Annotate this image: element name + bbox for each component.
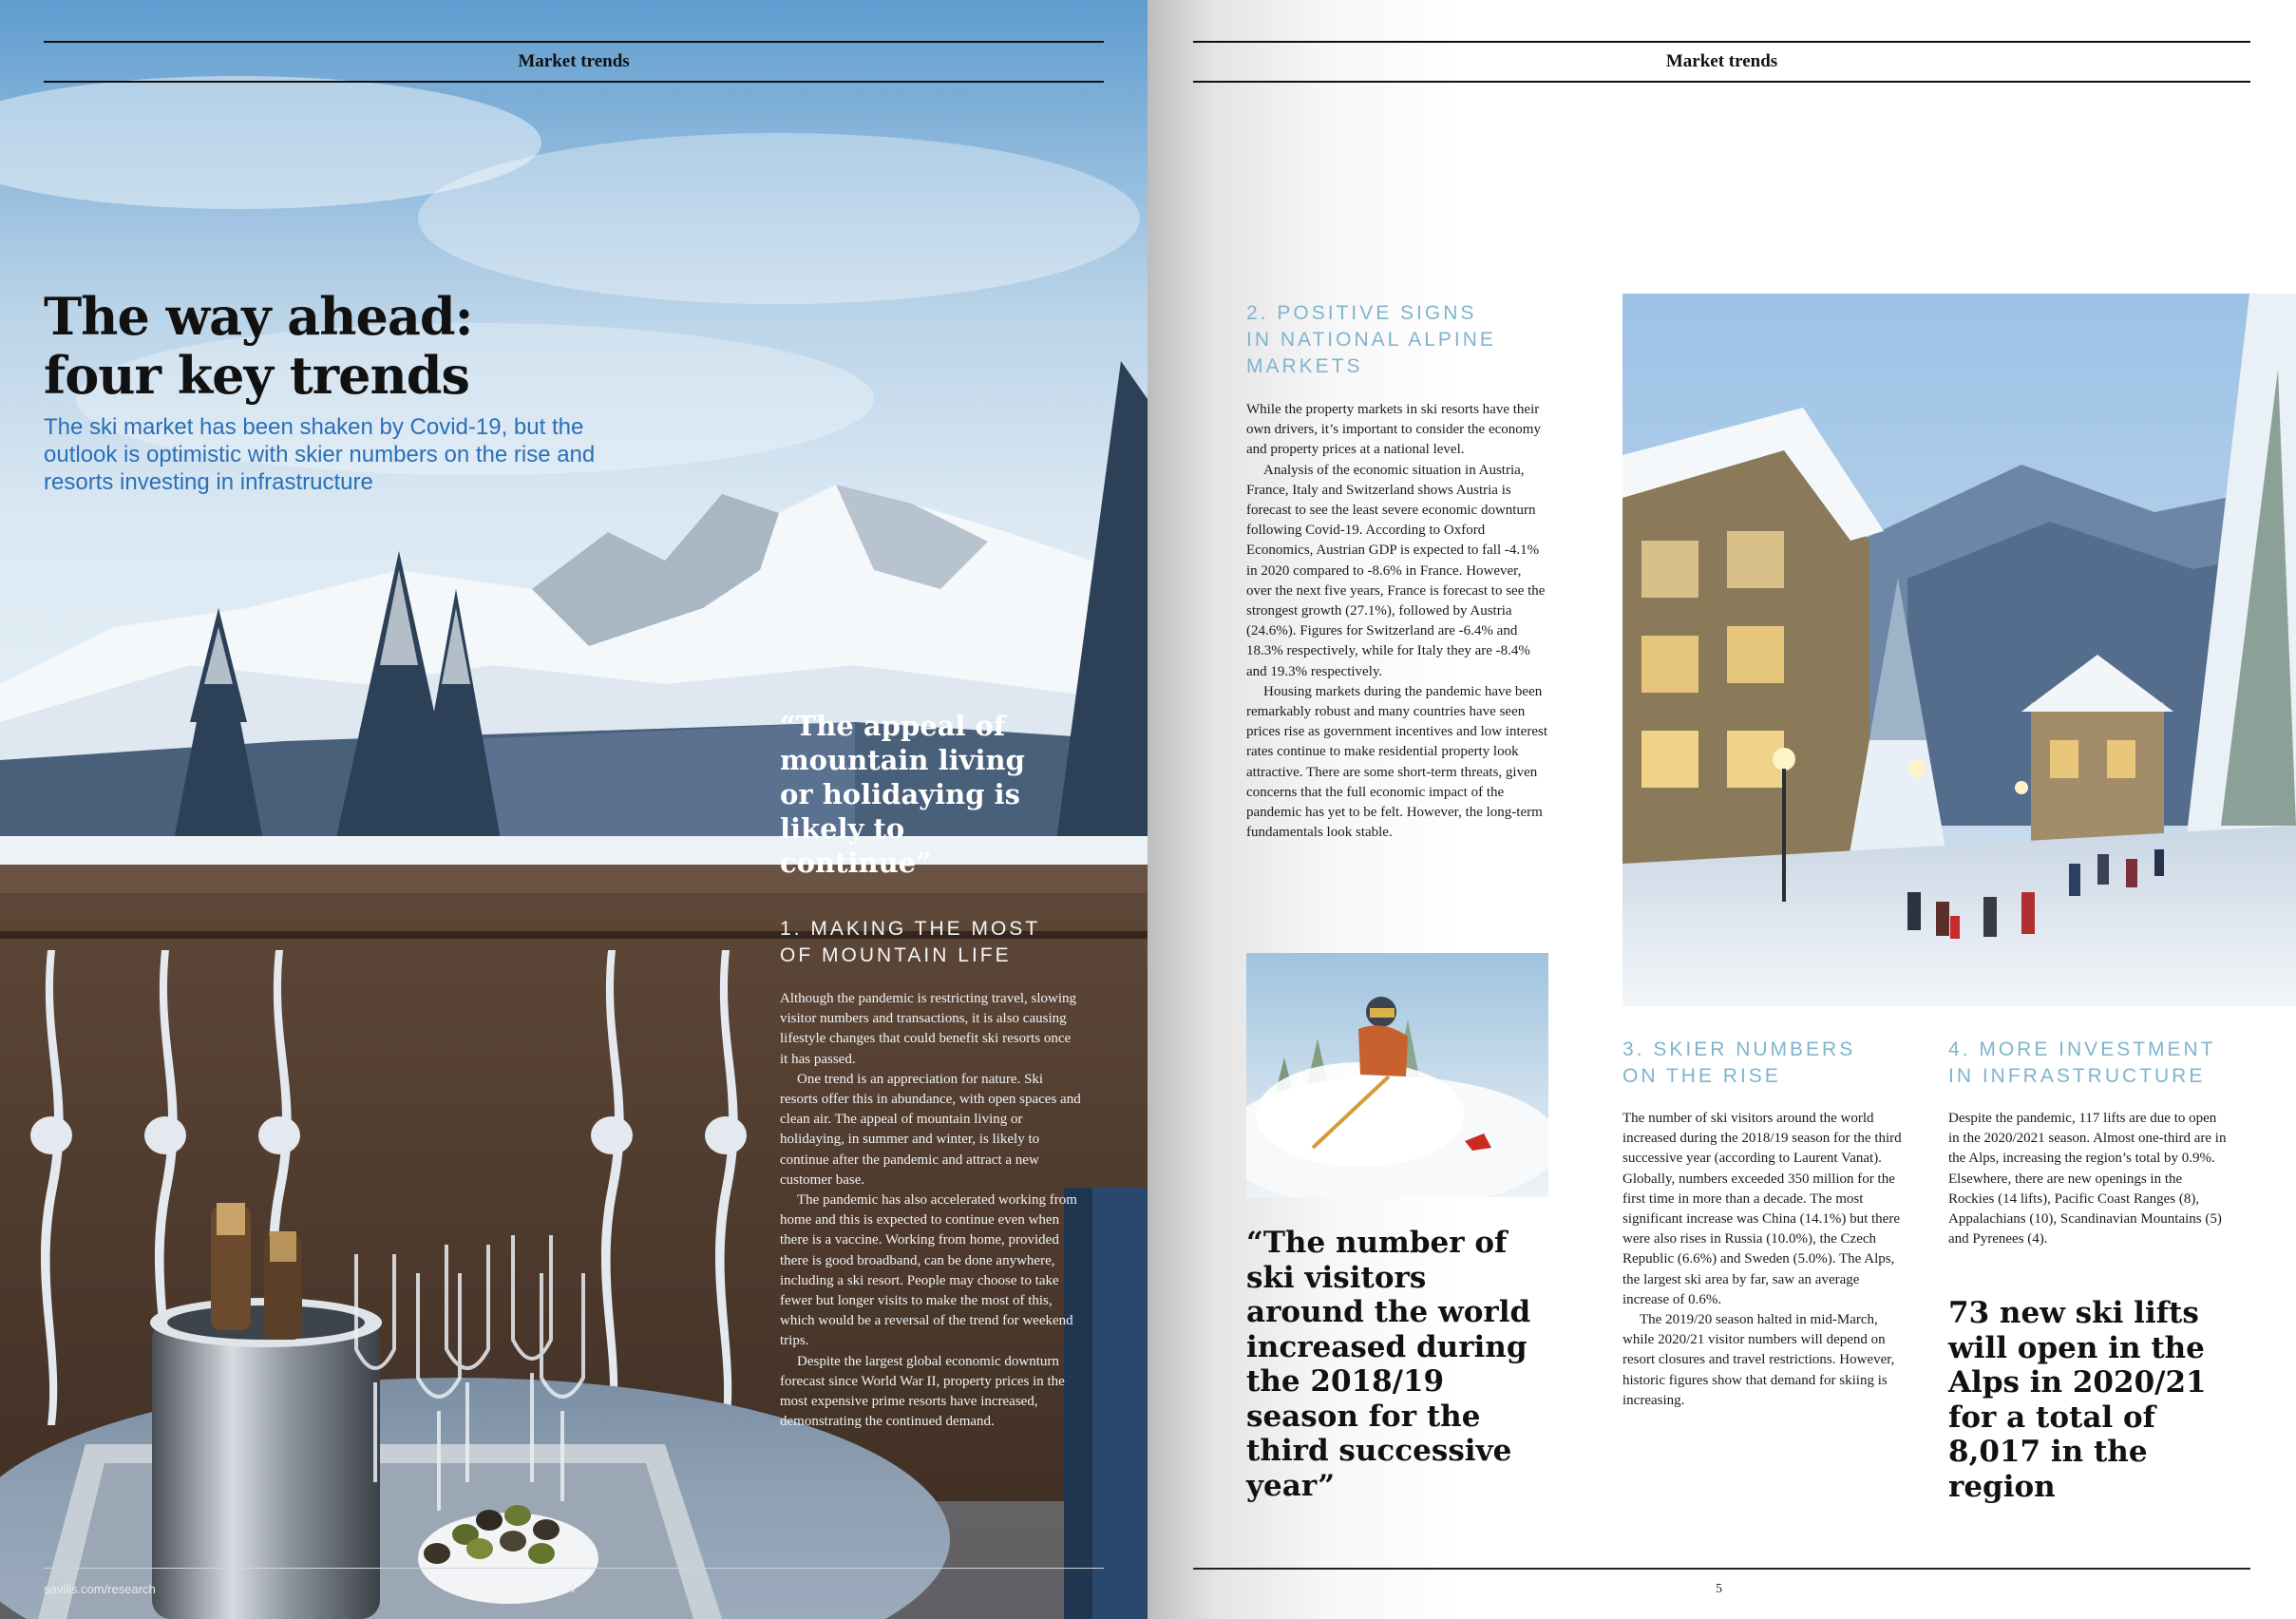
page-headline xyxy=(44,287,899,405)
headline-line-1: The way ahead: xyxy=(44,286,473,347)
headline-line-2: four key trends xyxy=(44,345,469,406)
section-2-paragraph: While the property markets in ski resorts have their own drivers, it’s important to consider the economy and property prices at a national level. xyxy=(1246,402,1541,458)
section-3-heading-line-2: ON THE RISE xyxy=(1622,1065,1781,1087)
standfirst: The ski market has been shaken by Covid-19, but the outlook is optimistic with skier numbers on the rise and resorts investing in infrastructure xyxy=(44,414,596,495)
skier-photo xyxy=(1246,953,1548,1197)
page-number-right: 5 xyxy=(1716,1582,1722,1596)
section-4-body xyxy=(1948,1109,2229,1249)
section-3-heading xyxy=(1622,1037,1926,1090)
section-4-heading xyxy=(1948,1037,2271,1090)
section-2-body xyxy=(1246,400,1548,843)
section-1-paragraph: One trend is an appreciation for nature. Ski resorts offer this in abundance, with open spaces and clean air. The appeal of mountain living or holidaying, in summer and winter, is likely to continue after the pandemic and attract a new customer base. xyxy=(780,1071,1081,1188)
section-1-paragraph: Despite the largest global economic downturn forecast since World War II, property prices in the most expensive prime resorts have increased, demonstrating the continued demand. xyxy=(780,1353,1065,1430)
section-2-heading-line-1: 2. POSITIVE SIGNS xyxy=(1246,302,1477,324)
section-2-heading-line-3: MARKETS xyxy=(1246,355,1363,377)
section-1-paragraph: Although the pandemic is restricting travel, slowing visitor numbers and transactions, it is also causing lifestyle changes that could benefit ski resorts once it has passed. xyxy=(780,991,1077,1067)
section-3-paragraph: The 2019/20 season halted in mid-March, while 2020/21 visitor numbers will depend on resort closures and travel restrictions. However, historic figures show that demand for skiing is increasing. xyxy=(1622,1312,1895,1408)
running-head: Market trends xyxy=(44,41,1104,83)
right-page xyxy=(1148,0,2296,1619)
section-1-body xyxy=(780,989,1082,1432)
section-1-heading xyxy=(780,916,1122,969)
section-2-heading-line-2: IN NATIONAL ALPINE xyxy=(1246,329,1496,351)
footer-rule-right xyxy=(1193,1568,2250,1570)
section-4-paragraph: Despite the pandemic, 117 lifts are due to open in the 2020/2021 season. Almost one-third are in the Alps, increasing the region’s total by 0.9%. Elsewhere, there are new openings in the Rockies (14 lifts), Pacific Coast Ranges (8), Appalachians (10), Scandinavian Mountains (5) and Pyrenees (4). xyxy=(1948,1111,2227,1248)
footer-url[interactable]: savills.com/research xyxy=(44,1582,156,1596)
running-head: Market trends xyxy=(1193,41,2250,83)
page-number-left: 4 xyxy=(568,1582,575,1596)
footer-rule-left xyxy=(44,1568,1104,1569)
section-3-body xyxy=(1622,1109,1907,1411)
pull-quote-left: “The appeal of mountain living or holidaying is likely to continue” xyxy=(780,710,1025,879)
section-2-paragraph: Analysis of the economic situation in Austria, France, Italy and Switzerland shows Austria is forecast to see the least severe economic downturn following Covid-19. According to Oxford Economics, Austrian GDP is expected to fall -4.1% in 2020 compared to -8.6% in France. However, over the next five years, France is forecast to see the strongest growth (27.1%), followed by Austria (24.6%). Figures for Switzerland are -6.4% and 18.3% respectively, while for Italy they are -8.4% and 19.3% respectively. xyxy=(1246,462,1546,679)
section-1-paragraph: The pandemic has also accelerated working from home and this is expected to continue even when there is a vaccine. Working from home, provided there is good broadband, can be done anywhere, including a ski resort. People may choose to take fewer but longer visits to make the most of this, which would be a reversal of the trend for weekend trips. xyxy=(780,1192,1077,1349)
section-2-heading xyxy=(1246,300,1560,380)
lifts-callout: 73 new ski lifts will open in the Alps in 2020/21 for a total of 8,017 in the region xyxy=(1948,1296,2207,1504)
section-4-heading-line-2: IN INFRASTRUCTURE xyxy=(1948,1065,2206,1087)
ski-village-photo xyxy=(1622,294,2296,1006)
pull-quote-right: “The number of ski visitors around the world increased during the 2018/19 season for the third successive year” xyxy=(1246,1226,1531,1503)
section-3-paragraph: The number of ski visitors around the world increased during the 2018/19 season for the third successive year (according to Laurent Vanat). Globally, numbers exceeded 350 million for the first time in more than a decade. The most significant increase was China (14.1%) but there were also rises in Russia (10.0%), the Czech Republic (6.6%) and Sweden (5.0%). The Alps, the largest ski area by far, saw an average increase of 0.6%. xyxy=(1622,1111,1902,1307)
section-1-heading-line-1: 1. MAKING THE MOST xyxy=(780,918,1041,940)
section-1-heading-line-2: OF MOUNTAIN LIFE xyxy=(780,944,1012,966)
section-3-heading-line-1: 3. SKIER NUMBERS xyxy=(1622,1038,1856,1060)
section-2-paragraph: Housing markets during the pandemic have been remarkably robust and many countries have seen prices rise as government incentives and low interest rates continue to make residential property look attractive. There are some short-term threats, given concerns that the full economic impact of the pandemic has yet to be felt. However, the long-term fundamentals look stable. xyxy=(1246,683,1547,841)
section-4-heading-line-1: 4. MORE INVESTMENT xyxy=(1948,1038,2216,1060)
